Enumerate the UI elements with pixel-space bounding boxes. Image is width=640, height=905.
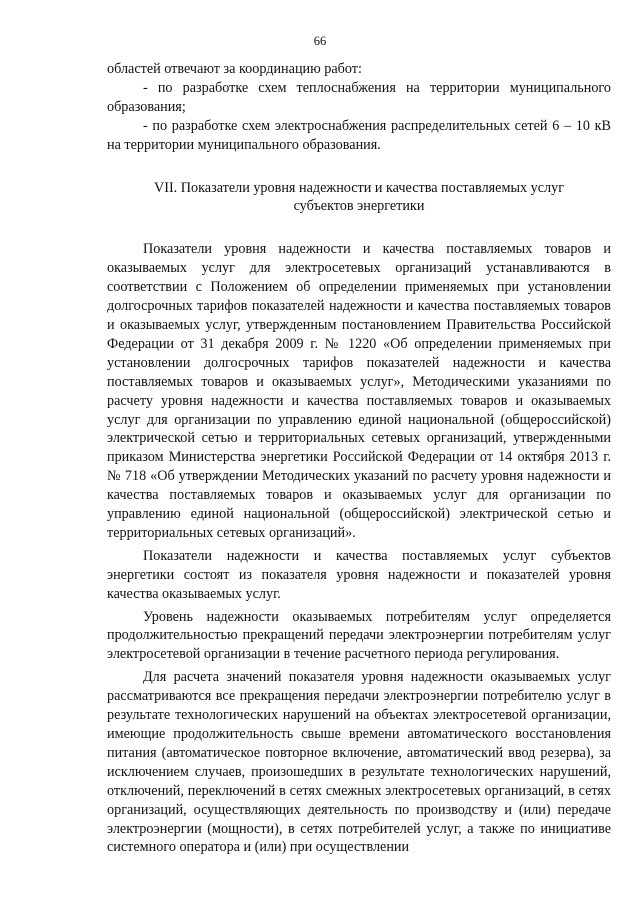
section-heading-line: VII. Показатели уровня надежности и качества поставляемых услуг [153,179,565,196]
list-item: - по разработке схем теплоснабжения на территории муниципального образования; [107,79,611,115]
page-number: 66 [313,34,327,48]
list-item: - по разработке схем электроснабжения распределительных сетей 6 – 10 кВ на территории муниципального образования. [107,117,611,153]
section-heading-line: субъектов энергетики [293,198,425,215]
section-heading [107,179,611,217]
document-body [107,60,611,857]
paragraph: Для расчета значений показателя уровня надежности оказываемых услуг рассматриваются все прекращения передачи электроэнергии потребителю услуг в результате технологических нарушений на объектах электросетевой организации, имеющие продолжительность свыше времени автоматического восстановления питания (автоматическое повторное включение, автоматический ввод резерва), за исключением случаев, произошедших в результате технологических нарушений, отключений, переключений в сетях смежных электросетевых организаций, в сетях организаций, осуществляющих деятельность по производству и (или) передаче электроэнергии (мощности), в сетях потребителей услуг, а также по инициативе системного оператора и (или) при осуществлении [107,669,611,856]
paragraph: Уровень надежности оказываемых потребителям услуг определяется продолжительностью прекращений передачи электроэнергии потребителям услуг электросетевой организации в течение расчетного периода регулирования. [107,608,611,663]
intro-line: областей отвечают за координацию работ: [107,61,362,77]
paragraph: Показатели уровня надежности и качества поставляемых товаров и оказываемых услуг для электросетевых организаций устанавливаются в соответствии с Положением об определении применяемых при установлении долгосрочных тарифов показателей надежности и качества поставляемых товаров и оказываемых услуг, утвержденным постановлением Правительства Российской Федерации от 31 декабря 2009 г. № 1220 «Об определении применяемых при установлении долгосрочных тарифов показателей надежности и качества поставляемых товаров и оказываемых услуг», Методическими указаниями по расчету уровня надежности и качества поставляемых товаров и оказываемых услуг для организации по управлению единой национальной (общероссийской) электрической сетью и территориальных сетевых организаций, утвержденными приказом Министерства энергетики Российской Федерации от 14 октября 2013 г. № 718 «Об утверждении Методических указаний по расчету уровня надежности и качества поставляемых товаров и оказываемых услуг для организации по управлению единой национальной (общероссийской) электрической сетью и территориальных сетевых организаций». [107,241,611,541]
paragraph: Показатели надежности и качества поставляемых услуг субъектов энергетики состоят из показателя уровня надежности и показателей уровня качества оказываемых услуг. [107,547,611,602]
